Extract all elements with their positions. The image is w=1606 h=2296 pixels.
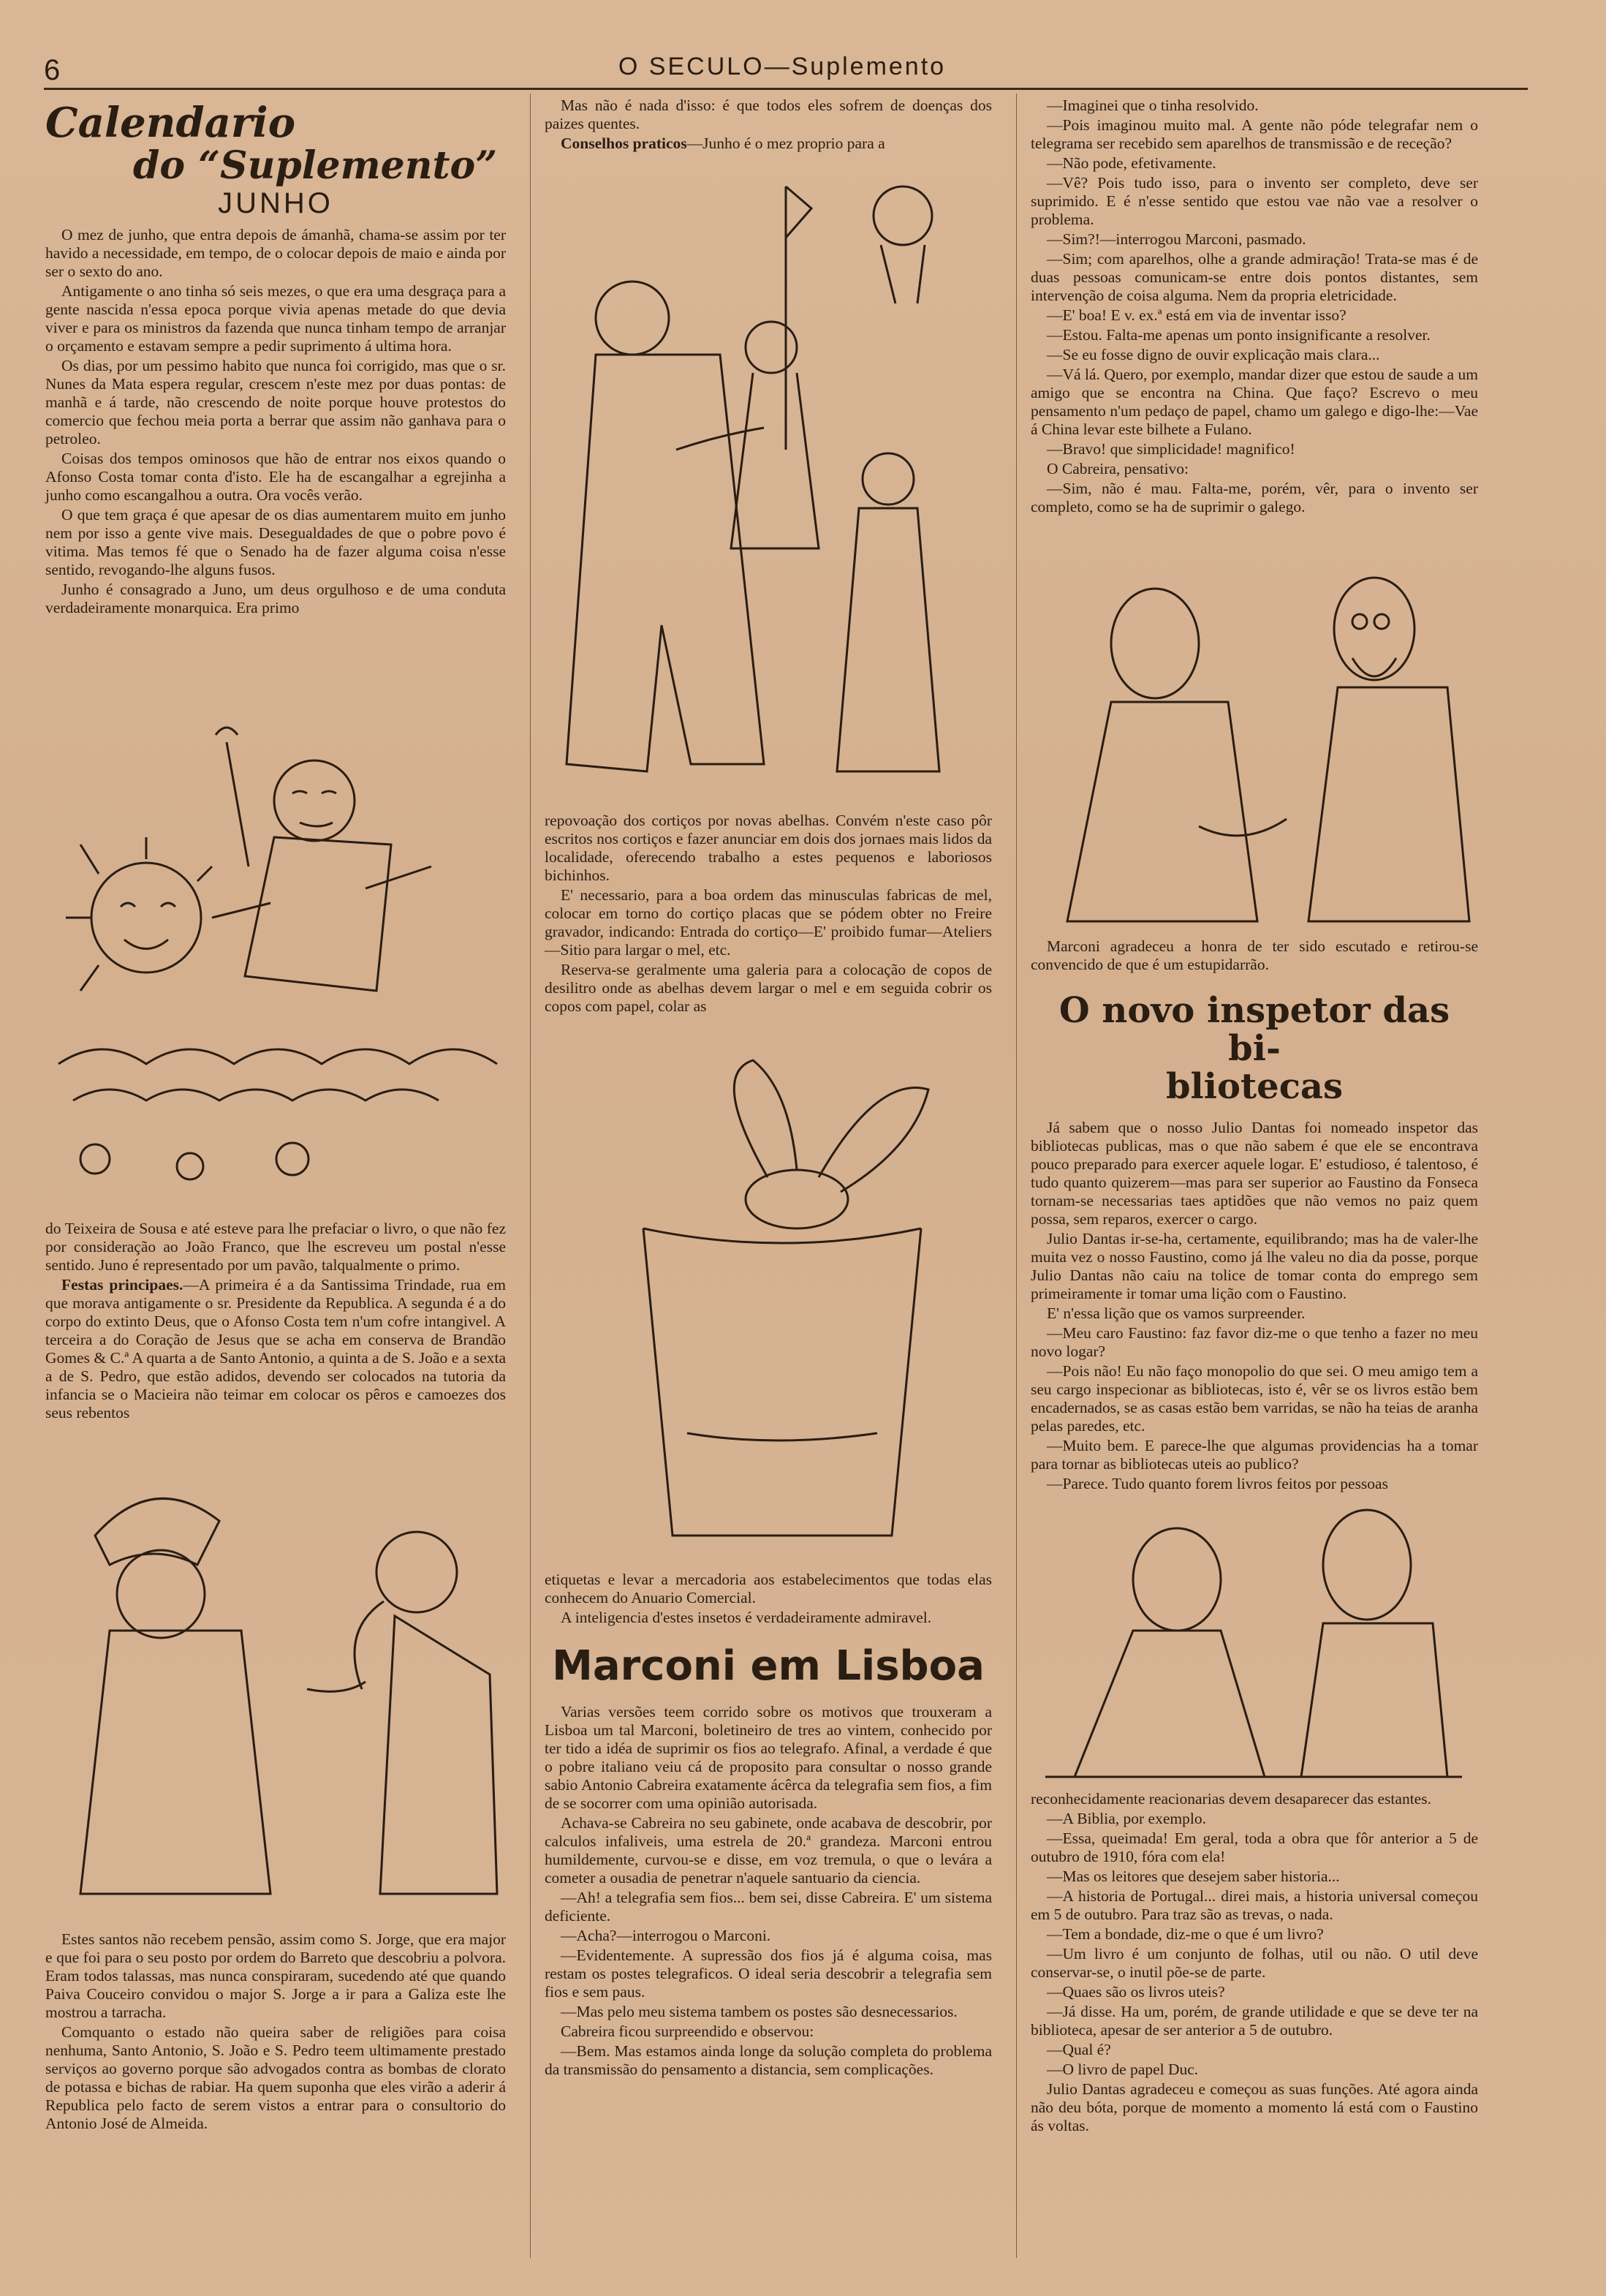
illustration-marconi-cabreira <box>1031 563 1478 929</box>
paragraph-text: —A primeira é a da Santissima Trindade, rua em que morava antigamente o sr. Presidente da Republica. A segunda é a do corpo do extinto Deus, que o Afonso Costa tem n'um cofre intangivel. A terceira a do Coração de Jesus que se acha em conserva de Brandão Gomes & C.ª A quarta a de Santo Antonio, a quinta a de S. João e a sexta a de S. Pedro, que estão adidos, devendo ser colocados na tutoria da infancia se o Macieira não teimar em colocar os pêros e camoezes dos seus rebentos <box>45 1276 507 1421</box>
paragraph: A inteligencia d'estes insetos é verdadeiramente admiravel. <box>561 1609 932 1626</box>
article-title-line2: do “Suplemento” <box>133 143 498 188</box>
paragraph: —Estou. Falta-me apenas um ponto insignificante a resolver. <box>1047 326 1431 344</box>
paragraph: —Essa, queimada! Em geral, toda a obra que fôr anterior a 5 de outubro de 1910, fóra com ela! <box>1031 1829 1478 1865</box>
cartoon-drawing <box>51 720 504 1188</box>
paragraph: Antigamente o ano tinha só seis mezes, o que era uma desgraça para a gente nascida n'essa epoca porque vivia apenas metade do que devia viver e para os ministros da fazenda que nunca tinham tempo de arranjar o orçamento e estavam sempre a pedir suprimento á ultima hora. <box>45 282 506 355</box>
paragraph: —Um livro é um conjunto de folhas, util ou não. O util deve conservar-se, o inutil põe-se de parte. <box>1031 1945 1478 1981</box>
paragraph: —Sim?!—interrogou Marconi, pasmado. <box>1047 230 1306 248</box>
paragraph-text: —Junho é o mez proprio para a <box>686 135 885 152</box>
paragraph: —Pois não! Eu não faço monopolio do que sei. O meu amigo tem a seu cargo inspecionar as bibliotecas, isto é, vêr se os livros estão bem encadernados, se as casas estão bem varridas, se não ha teias de aranha pelas paredes, etc. <box>1031 1362 1478 1435</box>
paragraph: —Muito bem. E parece-lhe que algumas providencias ha a tomar para tornar as bibliotecas uteis ao publico? <box>1031 1437 1478 1473</box>
paragraph: Achava-se Cabreira no seu gabinete, onde acabava de descobrir, por calculos infaliveis, uma estrela de 20.ª grandeza. Marconi entrou humildemente, curvou-se e disse, em voz tremula, o que o levára a cometer a ousadia de penetrar n'aquele santuario da ciencia. <box>545 1814 992 1887</box>
paragraph: —Não pode, efetivamente. <box>1047 154 1216 172</box>
illustration-juno-sun <box>51 720 504 1188</box>
calendar-article <box>45 101 506 619</box>
paragraph: E' necessario, para a boa ordem das minusculas fabricas de mel, colocar em torno do cortiço placas que se pódem obter no Freire gravador, indicando: Entrada do cortiço—E' proibido fumar—Ateliers—Sitio para largar o mel, etc. <box>545 886 992 959</box>
paragraph: —O livro de papel Duc. <box>1047 2061 1199 2078</box>
calendar-article-end <box>45 1930 506 2134</box>
paragraph: —A Biblia, por exemplo. <box>1047 1810 1206 1827</box>
illustration-bee-glass <box>548 1053 987 1565</box>
masthead: O SECULO—Suplemento <box>618 53 947 80</box>
paragraph: —Já disse. Ha um, porém, de grande utilidade e que se deve ter na biblioteca, apesar de ser anterior a 5 de outubro. <box>1031 2003 1478 2039</box>
article-title: Calendario <box>45 99 296 147</box>
column-divider <box>1016 94 1017 2258</box>
paragraph: O Cabreira, pensativo: <box>1047 460 1189 477</box>
illustration-figures <box>545 172 992 801</box>
paragraph: Mas não é nada d'isso: é que todos eles sofrem de doenças dos paizes quentes. <box>545 97 992 132</box>
calendar-article-col2 <box>545 97 992 154</box>
marconi-ending <box>1031 937 1478 1495</box>
paragraph: Reserva-se geralmente uma galeria para a colocação de copos de desilitro onde as abelhas devem largar o mel e em seguida cobrir os copos com papel, colar as <box>545 961 992 1015</box>
paragraph: —Ah! a telegrafia sem fios... bem sei, disse Cabreira. E' um sistema deficiente. <box>545 1889 992 1925</box>
paragraph: —Bravo! que simplicidade! magnifico! <box>1047 440 1295 458</box>
paragraph: repovoação dos cortiços por novas abelhas. Convém n'este caso pôr escritos nos cortiços e fazer anunciar em dois dos jornaes mais lidos da localidade, oferecendo trabalho a estes pequenos e laboriosos bichinhos. <box>545 812 992 884</box>
illustration-saints <box>51 1470 504 1916</box>
paragraph: Cabreira ficou surpreendido e observou: <box>561 2023 814 2040</box>
cartoon-drawing <box>545 172 992 801</box>
paragraph: —Se eu fosse digno de ouvir explicação mais clara... <box>1047 346 1380 363</box>
bees-article <box>545 812 992 1017</box>
page-number: 6 <box>44 54 61 86</box>
illustration-dantas-faustino <box>1031 1499 1478 1784</box>
paragraph: Julio Dantas ir-se-ha, certamente, equilibrando; mas ha de valer-lhe muita vez o nosso Faustino, como já lhe valeu no dia da posse, porque Julio Dantas não caiu na tolice de tomar conta do emprego sem primeiramente ir tomar uma lição com o Faustino. <box>1031 1230 1478 1302</box>
subheading: Conselhos praticos <box>561 135 687 152</box>
page-header <box>44 51 1520 86</box>
paragraph: —E' boa! E v. ex.ª está em via de inventar isso? <box>1047 306 1346 324</box>
paragraph: —Quaes são os livros uteis? <box>1047 1983 1225 2001</box>
paragraph: Os dias, por um pessimo habito que nunca foi corrigido, mas que o sr. Nunes da Mata espera regular, crescem n'este mez por duas pontas: de manhã e á tarde, não crescendo de noite porque houve protestos do comercio que fechou meia porta a berrar que assim não ganhava para o petroleo. <box>45 357 506 448</box>
paragraph: —Vá lá. Quero, por exemplo, mandar dizer que estou de saude a um amigo que se encontra na China. Que faço? Escrevo o meu pensamento n'um pedaço de papel, chamo um galego e digo-lhe:—Vae á China levar este bilhete a Fulano. <box>1031 366 1478 438</box>
paragraph: reconhecidamente reacionarias devem desaparecer das estantes. <box>1031 1790 1431 1808</box>
paragraph: —Mas os leitores que desejem saber historia... <box>1047 1868 1340 1885</box>
subheading: Festas principaes. <box>61 1276 183 1294</box>
header-rule <box>44 88 1528 90</box>
column-divider <box>530 94 531 2258</box>
paragraph: —Imaginei que o tinha resolvido. <box>1047 97 1259 114</box>
cartoon-drawing <box>1031 563 1478 929</box>
inspector-title: O novo inspetor das bi- <box>1058 990 1450 1069</box>
paragraph: Coisas dos tempos ominosos que hão de entrar nos eixos quando o Afonso Costa tomar conta d'isto. Ele ha de escangalhar a egrejinha a junho como escangalhou a outra. Ora vocês verão. <box>45 450 506 504</box>
paragraph: do Teixeira de Sousa e até esteve para lhe prefaciar o livro, o que não fez por consideração ao João Franco, que lhe escreveu um postal n'esse sentido. Juno é representado por um pavão, talqualmente o primo. <box>45 1220 506 1274</box>
paragraph: Estes santos não recebem pensão, assim como S. Jorge, que era major e que foi para o seu posto por ordem do Barreto que descobriu a polvora. Eram todos talassas, mas nunca conspiraram, sucedendo até que quando Paiva Couceiro convidou o major S. Jorge a ir para a Galiza este lhe mostrou a tarracha. <box>45 1930 506 2021</box>
paragraph: Varias versões teem corrido sobre os motivos que trouxeram a Lisboa um tal Marconi, boletineiro de tres ao vintem, conhecido por ter tido a idéa de suprimir os fios ao telegrafo. Afinal, a verdade é que o pobre italiano veiu cá de proposito para consultar o nosso grande sabio Antonio Cabreira exatamente ácêrca da telegrafia sem fios, a fim de se socorrer com uma opinião autorisada. <box>545 1703 992 1812</box>
inspector-title-line2: bliotecas <box>1165 1066 1344 1107</box>
calendar-article-cont <box>45 1220 506 1424</box>
section-heading: JUNHO <box>218 187 333 219</box>
paragraph: —Meu caro Faustino: faz favor diz-me o que tenho a fazer no meu novo logar? <box>1031 1324 1478 1360</box>
paragraph: —Tem a bondade, diz-me o que é um livro? <box>1047 1925 1324 1943</box>
paragraph: —Sim, não é mau. Falta-me, porém, vêr, para o invento ser completo, como se ha de suprimir o galego. <box>1031 480 1478 516</box>
inspector-article-end <box>1031 1790 1478 2137</box>
paragraph: E' n'essa lição que os vamos surpreender. <box>1047 1304 1306 1322</box>
paragraph: Junho é consagrado a Juno, um deus orgulhoso e de uma conduta verdadeiramente monarquica. Era primo <box>45 581 506 616</box>
paragraph: O que tem graça é que apesar de os dias aumentarem muito em junho nem por isso a gente vive mais. Desegualdades de que o pobre povo é vitima. Mas temos fé que o Senado ha de fazer alguma coisa n'esse sentido, revogando-lhe alguns fusos. <box>45 506 506 578</box>
paragraph: —Qual é? <box>1047 2041 1111 2058</box>
paragraph: Já sabem que o nosso Julio Dantas foi nomeado inspetor das bibliotecas publicas, mas o que não sabem é que ele se encontrava pouco preparado para exercer aquele logar. E' estudioso, é talentoso, é tudo quanto quizerem—mas para ser superior ao Faustino da Fonseca tornam-se necessarias taes aptidões que não vemos no paiz quem possa, sem reparos, exercer o cargo. <box>1031 1119 1478 1228</box>
paragraph <box>45 1276 506 1422</box>
paragraph: —Bem. Mas estamos ainda longe da solução completa do problema da transmissão do pensamento a distancia, sem complicações. <box>545 2042 992 2078</box>
paragraph: —Parece. Tudo quanto forem livros feitos por pessoas <box>1047 1475 1388 1492</box>
paragraph: —Vê? Pois tudo isso, para o invento ser completo, deve ser suprimido. E é n'esse sentido que estou vae não vae a resolver o problema. <box>1031 174 1478 228</box>
paragraph: —A historia de Portugal... direi mais, a historia universal começou em 5 de outubro. Para traz são as trevas, o nada. <box>1031 1887 1478 1923</box>
paragraph: —Pois imaginou muito mal. A gente não póde telegrafar nem o telegrama ser recebido sem aparelhos de transmissão e de receção? <box>1031 116 1478 152</box>
cartoon-drawing <box>1031 1499 1478 1784</box>
bees-article-end <box>545 1571 992 2080</box>
paragraph: Comquanto o estado não queira saber de religiões para coisa nenhuma, Santo Antonio, S. João e S. Pedro teem ultimamente prestado serviços ao governo porque são advogados contra as bombas de clorato de potassa e bichas de rabiar. Ha quem suponha que eles virão a aderir á Republica pelo facto de serem vistos a entrar para o consultorio do Antonio José de Almeida. <box>45 2023 506 2132</box>
marconi-dialogue <box>1031 97 1478 518</box>
paragraph <box>545 135 992 153</box>
paragraph: —Evidentemente. A supressão dos fios já é alguma coisa, mas restam os postes telegraficos. O ideal seria descobrir a telegrafia sem fios e sem paus. <box>545 1946 992 2001</box>
cartoon-drawing <box>51 1470 504 1916</box>
paragraph: etiquetas e levar a mercadoria aos estabelecimentos que todas elas conhecem do Anuario Comercial. <box>545 1571 992 1606</box>
cartoon-drawing <box>548 1053 987 1565</box>
paragraph: Julio Dantas agradeceu e começou as suas funções. Até agora ainda não deu bóta, porque de momento a momento lá está com o Faustino ás voltas. <box>1031 2080 1478 2134</box>
paragraph: —Acha?—interrogou o Marconi. <box>561 1927 771 1944</box>
marconi-title: Marconi em Lisboa <box>552 1642 985 1690</box>
paragraph: Marconi agradeceu a honra de ter sido escutado e retirou-se convencido de que é um estupidarrão. <box>1031 937 1478 973</box>
paragraph: —Sim; com aparelhos, olhe a grande admiração! Trata-se mas é de duas pessoas comunicam-se entre dois pontos distantes, sem intervenção de coisa alguma. Nem da propria eletricidade. <box>1031 250 1478 304</box>
paragraph: O mez de junho, que entra depois de ámanhã, chama-se assim por ter havido a necessidade, em tempo, de o colocar depois de maio e ainda por ser o sexto do ano. <box>45 226 506 280</box>
paragraph: —Mas pelo meu sistema tambem os postes são desnecessarios. <box>561 2003 958 2020</box>
